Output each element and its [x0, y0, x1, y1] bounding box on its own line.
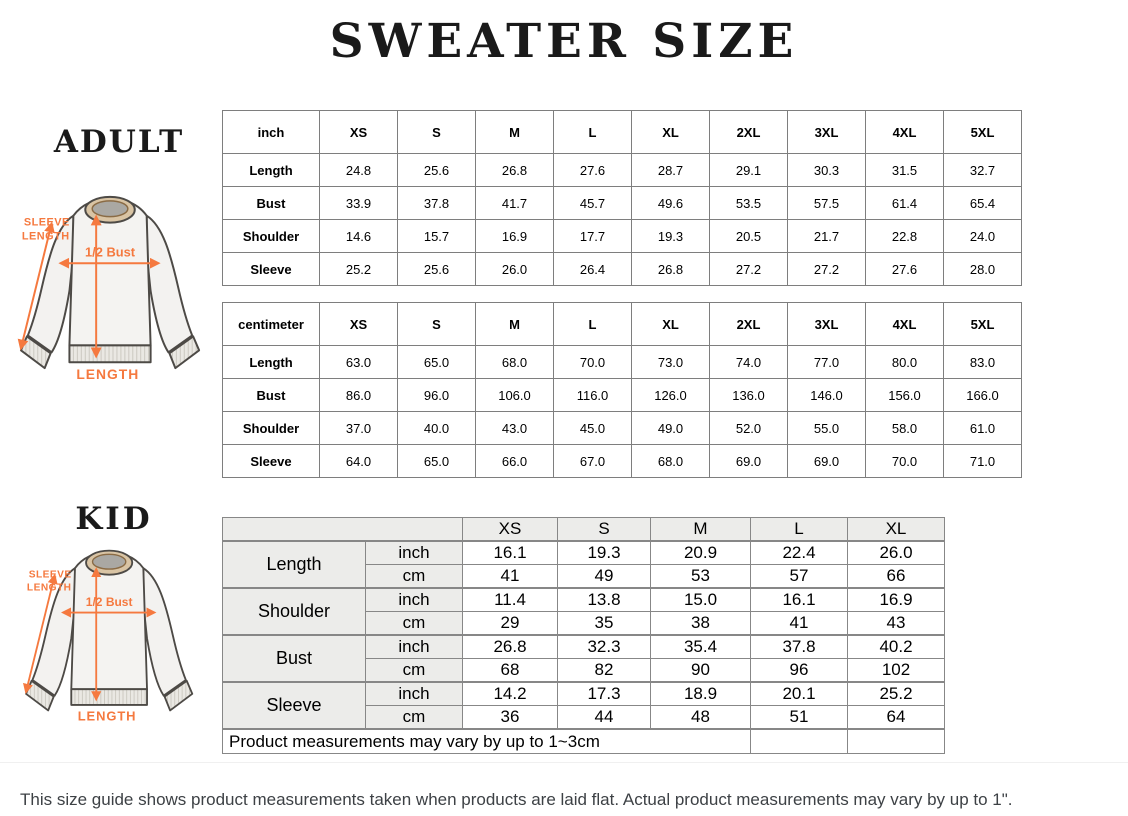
value-cell: 20.1 [751, 682, 848, 706]
value-cell: 51 [751, 706, 848, 730]
value-cell: 27.2 [710, 253, 788, 286]
value-cell: 57.5 [788, 187, 866, 220]
value-cell: 166.0 [944, 379, 1022, 412]
value-cell: 27.2 [788, 253, 866, 286]
size-header-cell: L [554, 303, 632, 346]
length-label: LENGTH [76, 366, 140, 382]
size-header-cell: L [751, 518, 848, 542]
value-cell: 37.0 [320, 412, 398, 445]
sweater-neck-opening [93, 554, 126, 569]
sleeve-length-label-2: LENGTH [26, 582, 72, 594]
value-cell: 41 [751, 612, 848, 636]
header-row [223, 518, 945, 542]
value-cell: 53.5 [710, 187, 788, 220]
value-cell: 16.9 [848, 588, 945, 612]
kid-size-table [222, 517, 945, 754]
value-cell: 14.6 [320, 220, 398, 253]
kid-sweater-diagram [14, 538, 208, 724]
value-cell: 25.2 [848, 682, 945, 706]
value-cell: 13.8 [558, 588, 651, 612]
value-cell: 19.3 [558, 541, 651, 565]
value-cell: 86.0 [320, 379, 398, 412]
value-cell: 24.8 [320, 154, 398, 187]
table-row [223, 154, 1022, 187]
unit-cell: cm [366, 659, 463, 683]
value-cell: 74.0 [710, 346, 788, 379]
sweater-right-sleeve [143, 568, 185, 695]
value-cell: 69.0 [788, 445, 866, 478]
unit-cell: cm [366, 565, 463, 589]
value-cell: 58.0 [866, 412, 944, 445]
row-label-cell: Bust [223, 635, 366, 682]
value-cell: 16.1 [463, 541, 558, 565]
adult-section-heading: ADULT [53, 124, 185, 160]
value-cell: 61.0 [944, 412, 1022, 445]
value-cell: 116.0 [554, 379, 632, 412]
header-row [223, 303, 1022, 346]
value-cell: 102 [848, 659, 945, 683]
row-label-cell: Sleeve [223, 445, 320, 478]
size-header-cell: L [554, 111, 632, 154]
table-row [223, 682, 945, 706]
sweater-neck-opening [92, 201, 128, 217]
table-row [223, 635, 945, 659]
value-cell: 41 [463, 565, 558, 589]
value-cell: 37.8 [398, 187, 476, 220]
value-cell: 16.1 [751, 588, 848, 612]
size-header-cell: 5XL [944, 111, 1022, 154]
value-cell: 25.2 [320, 253, 398, 286]
value-cell: 45.0 [554, 412, 632, 445]
sleeve-length-label-2: LENGTH [21, 230, 70, 243]
value-cell: 61.4 [866, 187, 944, 220]
value-cell: 65.4 [944, 187, 1022, 220]
value-cell: 17.3 [558, 682, 651, 706]
footnote-row [223, 729, 945, 754]
value-cell: 156.0 [866, 379, 944, 412]
size-header-cell: M [476, 111, 554, 154]
half-bust-label: 1/2 Bust [85, 244, 136, 260]
row-label-cell: Length [223, 346, 320, 379]
table-row [223, 588, 945, 612]
size-header-cell: 2XL [710, 111, 788, 154]
row-label-cell: Bust [223, 379, 320, 412]
value-cell: 37.8 [751, 635, 848, 659]
value-cell: 48 [651, 706, 751, 730]
value-cell: 16.9 [476, 220, 554, 253]
value-cell: 29 [463, 612, 558, 636]
unit-header-cell: inch [223, 111, 320, 154]
kid-section-heading: KID [75, 501, 153, 537]
value-cell: 40.0 [398, 412, 476, 445]
value-cell: 22.8 [866, 220, 944, 253]
value-cell: 52.0 [710, 412, 788, 445]
value-cell: 65.0 [398, 445, 476, 478]
value-cell: 67.0 [554, 445, 632, 478]
row-label-cell: Shoulder [223, 588, 366, 635]
bottom-note: This size guide shows product measurements taken when products are laid flat. Actual product measurements may vary by up to 1". [20, 790, 1013, 809]
value-cell: 21.7 [788, 220, 866, 253]
value-cell: 70.0 [554, 346, 632, 379]
value-cell: 33.9 [320, 187, 398, 220]
value-cell: 11.4 [463, 588, 558, 612]
adult-inch-table [222, 110, 1022, 286]
size-header-cell: 2XL [710, 303, 788, 346]
sweater-right-sleeve [147, 216, 193, 353]
value-cell: 126.0 [632, 379, 710, 412]
value-cell: 63.0 [320, 346, 398, 379]
table-row [223, 412, 1022, 445]
value-cell: 80.0 [866, 346, 944, 379]
sweater-hem [71, 689, 147, 705]
value-cell: 106.0 [476, 379, 554, 412]
value-cell: 53 [651, 565, 751, 589]
value-cell: 27.6 [866, 253, 944, 286]
value-cell: 55.0 [788, 412, 866, 445]
empty-cell [848, 729, 945, 754]
value-cell: 32.3 [558, 635, 651, 659]
value-cell: 57 [751, 565, 848, 589]
size-header-cell: 3XL [788, 303, 866, 346]
size-header-cell: M [651, 518, 751, 542]
value-cell: 26.4 [554, 253, 632, 286]
size-header-cell: XS [463, 518, 558, 542]
value-cell: 35 [558, 612, 651, 636]
value-cell: 96.0 [398, 379, 476, 412]
value-cell: 49.0 [632, 412, 710, 445]
value-cell: 64.0 [320, 445, 398, 478]
value-cell: 136.0 [710, 379, 788, 412]
unit-cell: inch [366, 541, 463, 565]
value-cell: 69.0 [710, 445, 788, 478]
value-cell: 68.0 [476, 346, 554, 379]
unit-cell: inch [366, 588, 463, 612]
value-cell: 44 [558, 706, 651, 730]
value-cell: 28.0 [944, 253, 1022, 286]
value-cell: 36 [463, 706, 558, 730]
header-row [223, 111, 1022, 154]
value-cell: 28.7 [632, 154, 710, 187]
value-cell: 68.0 [632, 445, 710, 478]
value-cell: 31.5 [866, 154, 944, 187]
value-cell: 40.2 [848, 635, 945, 659]
value-cell: 66.0 [476, 445, 554, 478]
value-cell: 15.0 [651, 588, 751, 612]
value-cell: 20.5 [710, 220, 788, 253]
corner-cell [223, 518, 463, 542]
value-cell: 26.8 [476, 154, 554, 187]
value-cell: 22.4 [751, 541, 848, 565]
table-row [223, 445, 1022, 478]
value-cell: 68 [463, 659, 558, 683]
divider [0, 762, 1128, 763]
value-cell: 19.3 [632, 220, 710, 253]
value-cell: 17.7 [554, 220, 632, 253]
row-label-cell: Length [223, 154, 320, 187]
value-cell: 96 [751, 659, 848, 683]
value-cell: 43 [848, 612, 945, 636]
value-cell: 77.0 [788, 346, 866, 379]
unit-cell: inch [366, 682, 463, 706]
row-label-cell: Sleeve [223, 253, 320, 286]
value-cell: 25.6 [398, 154, 476, 187]
value-cell: 20.9 [651, 541, 751, 565]
unit-cell: inch [366, 635, 463, 659]
size-header-cell: 4XL [866, 111, 944, 154]
value-cell: 18.9 [651, 682, 751, 706]
value-cell: 14.2 [463, 682, 558, 706]
value-cell: 66 [848, 565, 945, 589]
sweater-hem [69, 345, 150, 362]
value-cell: 71.0 [944, 445, 1022, 478]
value-cell: 43.0 [476, 412, 554, 445]
size-header-cell: S [398, 111, 476, 154]
size-header-cell: S [398, 303, 476, 346]
unit-cell: cm [366, 612, 463, 636]
size-header-cell: XS [320, 111, 398, 154]
value-cell: 41.7 [476, 187, 554, 220]
size-header-cell: S [558, 518, 651, 542]
value-cell: 64 [848, 706, 945, 730]
sleeve-length-label-1: SLEEVE [23, 216, 70, 229]
page-title: SWEATER SIZE [329, 14, 799, 69]
table-row [223, 346, 1022, 379]
value-cell: 25.6 [398, 253, 476, 286]
value-cell: 24.0 [944, 220, 1022, 253]
size-header-cell: XL [848, 518, 945, 542]
value-cell: 32.7 [944, 154, 1022, 187]
value-cell: 82 [558, 659, 651, 683]
size-header-cell: XL [632, 111, 710, 154]
table-row [223, 220, 1022, 253]
value-cell: 35.4 [651, 635, 751, 659]
table-row [223, 541, 945, 565]
empty-cell [751, 729, 848, 754]
unit-header-cell: centimeter [223, 303, 320, 346]
table-row [223, 253, 1022, 286]
value-cell: 146.0 [788, 379, 866, 412]
value-cell: 49 [558, 565, 651, 589]
table-row [223, 187, 1022, 220]
size-header-cell: 3XL [788, 111, 866, 154]
value-cell: 90 [651, 659, 751, 683]
value-cell: 30.3 [788, 154, 866, 187]
half-bust-label: 1/2 Bust [85, 595, 133, 610]
row-label-cell: Length [223, 541, 366, 588]
row-label-cell: Bust [223, 187, 320, 220]
size-header-cell: XS [320, 303, 398, 346]
value-cell: 38 [651, 612, 751, 636]
value-cell: 26.8 [463, 635, 558, 659]
value-cell: 26.8 [632, 253, 710, 286]
value-cell: 83.0 [944, 346, 1022, 379]
row-label-cell: Sleeve [223, 682, 366, 729]
value-cell: 27.6 [554, 154, 632, 187]
table-row [223, 379, 1022, 412]
adult-centimeter-table [222, 302, 1022, 478]
value-cell: 73.0 [632, 346, 710, 379]
value-cell: 45.7 [554, 187, 632, 220]
footnote-cell: Product measurements may vary by up to 1~3cm [223, 729, 751, 754]
size-header-cell: XL [632, 303, 710, 346]
sleeve-length-label-1: SLEEVE [28, 569, 72, 581]
adult-sweater-diagram [8, 184, 216, 382]
value-cell: 70.0 [866, 445, 944, 478]
length-label: LENGTH [77, 708, 137, 724]
size-header-cell: 5XL [944, 303, 1022, 346]
value-cell: 49.6 [632, 187, 710, 220]
value-cell: 29.1 [710, 154, 788, 187]
unit-cell: cm [366, 706, 463, 730]
size-header-cell: 4XL [866, 303, 944, 346]
value-cell: 15.7 [398, 220, 476, 253]
value-cell: 26.0 [848, 541, 945, 565]
row-label-cell: Shoulder [223, 412, 320, 445]
value-cell: 65.0 [398, 346, 476, 379]
size-header-cell: M [476, 303, 554, 346]
row-label-cell: Shoulder [223, 220, 320, 253]
value-cell: 26.0 [476, 253, 554, 286]
